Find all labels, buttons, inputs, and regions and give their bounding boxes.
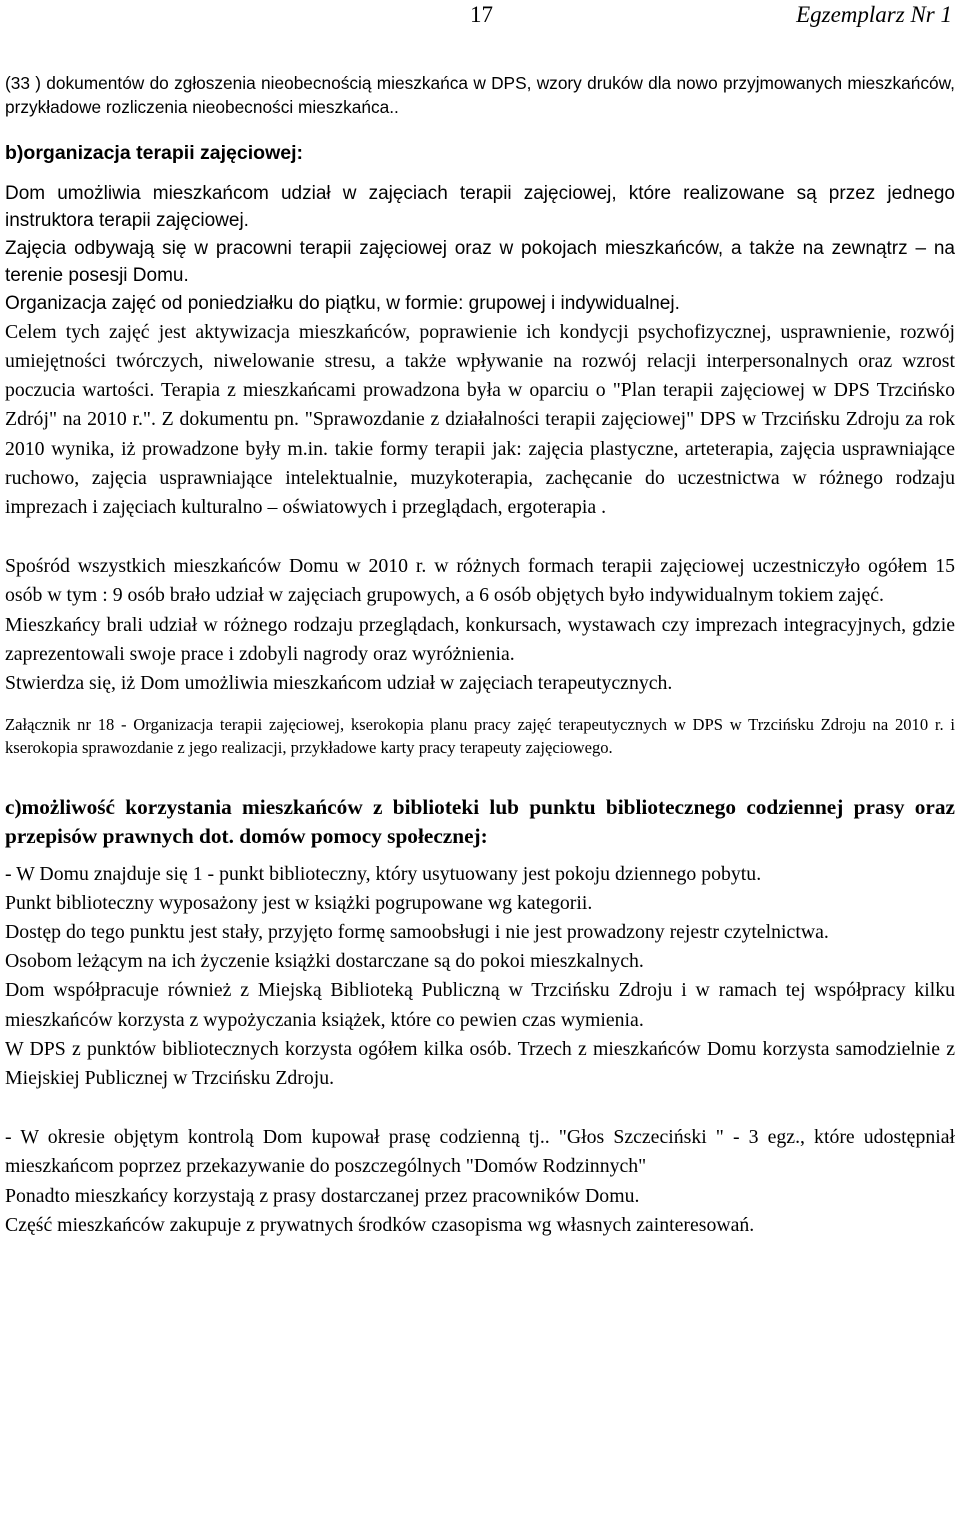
- section-c-paragraph-6: W DPS z punktów bibliotecznych korzysta ogółem kilka osób. Trzech z mieszkańców Domu korzysta samodzielnie z Miejskiej Publicznej w Trzcińsku Zdroju.: [5, 1037, 955, 1089]
- annex-note: Załącznik nr 18 - Organizacja terapii zajęciowej, kserokopia planu pracy zajęć terapeutycznych w DPS w Trzcińsku Zdroju na 2010 r. i kserokopia sprawozdanie z jego realizacji, przykładowe karty pracy terapeuty zajęciowego.: [5, 715, 955, 758]
- section-b-paragraph-7: Stwierdza się, iż Dom umożliwia mieszkańcom udział w zajęciach terapeutycznych.: [5, 671, 673, 694]
- section-b-paragraph-6: Mieszkańcy brali udział w różnego rodzaju przeglądach, konkursach, wystawach czy imprezach integracyjnych, gdzie zaprezentowali swoje prace i zdobyli nagrody oraz wyróżnienia.: [5, 613, 955, 665]
- section-c-paragraph-4: Osobom leżącym na ich życzenie książki dostarczane są do pokoi mieszkalnych.: [5, 950, 644, 973]
- section-a-closing-paragraph: (33 ) dokumentów do zgłoszenia nieobecnością mieszkańca w DPS, wzory druków dla nowo przyjmowanych mieszkańców, przykładowe rozliczenia nieobecności mieszkańca..: [5, 73, 955, 117]
- section-c-paragraph-9: Część mieszkańców zakupuje z prywatnych środków czasopisma wg własnych zainteresowań.: [5, 1213, 755, 1236]
- section-c-heading: c)możliwość korzystania mieszkańców z biblioteki lub punktu bibliotecznego codziennej prasy oraz przepisów prawnych dot. domów pomocy społecznej:: [5, 794, 955, 849]
- copy-label: Egzemplarz Nr 1: [796, 2, 952, 27]
- section-b-paragraph-2: Zajęcia odbywają się w pracowni terapii zajęciowej oraz w pokojach mieszkańców, a także na zewnątrz – na terenie posesji Domu.: [5, 238, 955, 286]
- section-c-paragraph-3: Dostęp do tego punktu jest stały, przyjęto formę samoobsługi i nie jest prowadzony rejestr czytelnictwa.: [5, 920, 829, 943]
- section-b-paragraph-4: Celem tych zajęć jest aktywizacja mieszkańców, poprawienie ich kondycji psychofizycznej, usprawnienie, rozwój umiejętności twórczych, niwelowanie stresu, a także wpływanie na rozwój relacji interpersonalnych oraz wzrost poczucia wartości. Terapia z mieszkańcami prowadzona była w oparciu o "Plan terapii zajęciowej w DPS Trzcińsko Zdrój" na 2010 r.". Z dokumentu pn. "Sprawozdanie z działalności terapii zajęciowej" DPS w Trzcińsku Zdroju za rok 2010 wynika, iż prowadzone były m.in. takie formy terapii jak: zajęcia plastyczne, arteterapia, zajęcia usprawniające ruchowo, zajęcia usprawniające intelektualnie, muzykoterapia, zachęcanie do uczestnictwa w różnego rodzaju imprezach i zajęciach kulturalno – oświatowych i przeglądach, ergoterapia .: [5, 320, 955, 518]
- section-c-paragraph-2: Punkt biblioteczny wyposażony jest w książki pogrupowane wg kategorii.: [5, 891, 593, 914]
- section-c-paragraph-7: - W okresie objętym kontrolą Dom kupował prasę codzienną tj.. "Głos Szczeciński " - 3 egz., które udostępniał mieszkańcom poprzez przekazywanie do poszczególnych "Domów Rodzinnych": [5, 1126, 955, 1178]
- page-header: [0, 2, 960, 32]
- page-number: 17: [470, 2, 493, 27]
- section-c-paragraph-5: Dom współpracuje również z Miejską Biblioteką Publiczną w Trzcińsku Zdroju i w ramach tej współpracy kilku mieszkańców korzysta z wypożyczania książek, które co pewien czas wymienia.: [5, 979, 955, 1031]
- section-c-paragraph-1: - W Domu znajduje się 1 - punkt biblioteczny, który usytuowany jest pokoju dziennego pobytu.: [5, 862, 762, 885]
- document-body: [5, 72, 955, 1240]
- section-c-paragraph-8: Ponadto mieszkańcy korzystają z prasy dostarczanej przez pracowników Domu.: [5, 1184, 640, 1207]
- section-b-paragraph-1: Dom umożliwia mieszkańcom udział w zajęciach terapii zajęciowej, które realizowane są przez jednego instruktora terapii zajęciowej.: [5, 183, 955, 231]
- section-b-paragraph-5: Spośród wszystkich mieszkańców Domu w 2010 r. w różnych formach terapii zajęciowej uczestniczyło ogółem 15 osób w tym : 9 osób brało udział w zajęciach grupowych, a 6 osób objętych było indywidualnym tokiem zajęć.: [5, 555, 955, 607]
- section-b-heading: b)organizacja terapii zajęciowej:: [5, 142, 304, 165]
- section-b-paragraph-3: Organizacja zajęć od poniedziałku do piątku, w formie: grupowej i indywidualnej.: [5, 293, 680, 315]
